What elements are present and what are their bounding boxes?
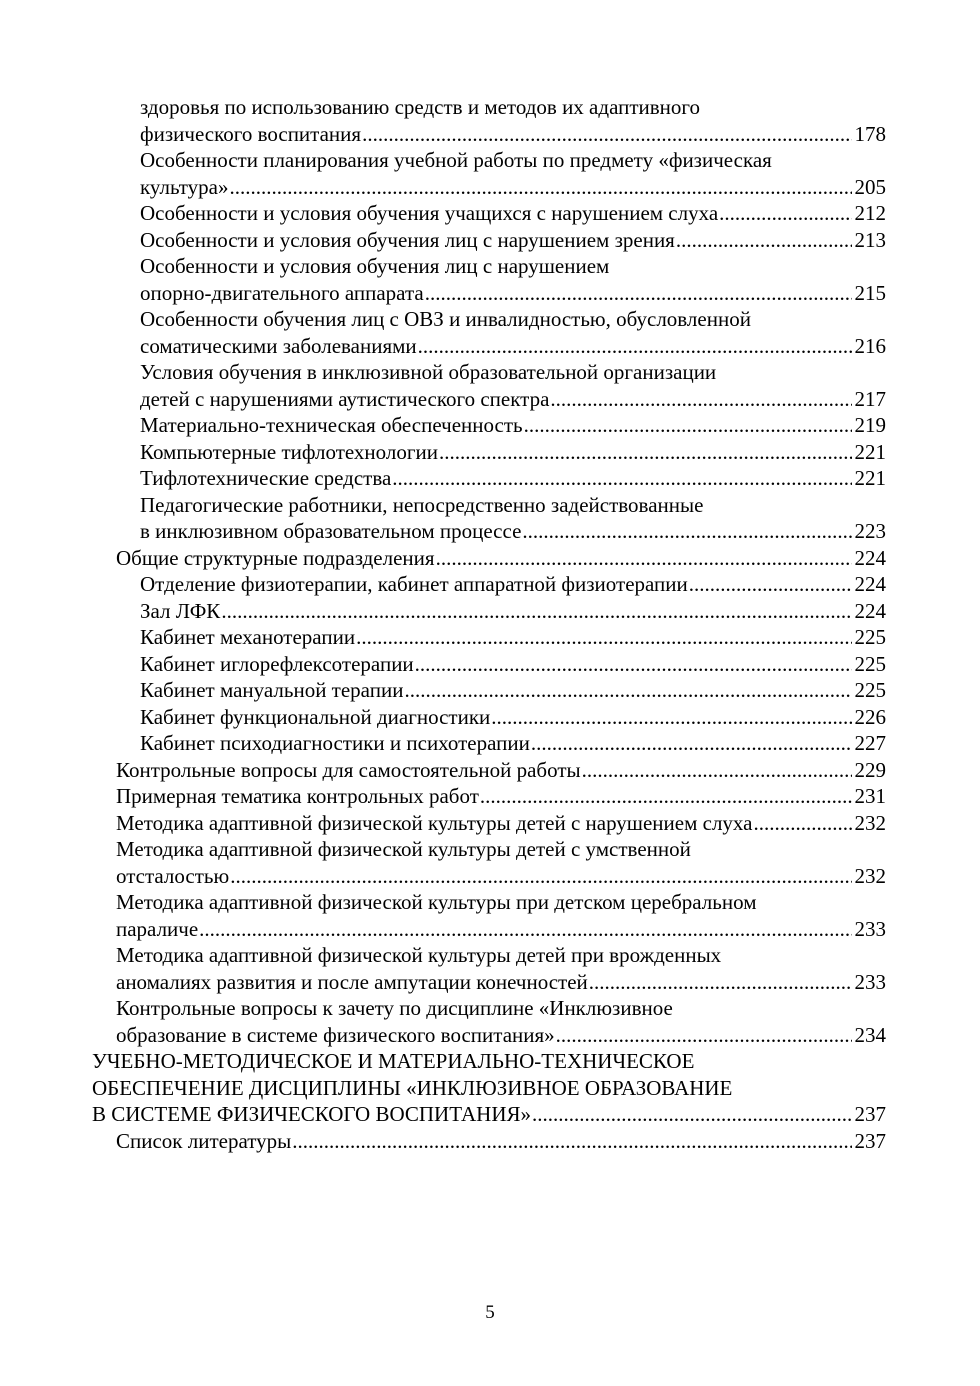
toc-entry	[92, 412, 886, 439]
toc-entry	[92, 465, 886, 492]
toc-page-number: 237	[854, 1102, 886, 1126]
dot-leader	[292, 1128, 851, 1155]
toc-entry	[92, 730, 886, 757]
dot-leader	[753, 810, 851, 837]
toc-entry	[92, 227, 886, 254]
toc-page-number: 212	[854, 201, 886, 225]
dot-leader	[719, 200, 851, 227]
toc-entry	[92, 200, 886, 227]
toc-entry-text: Зал ЛФК	[140, 598, 221, 623]
dot-leader	[436, 545, 852, 572]
page-number: 5	[485, 1302, 495, 1323]
toc-entry-text: Особенности планирования учебной работы по предмету «физическая	[140, 148, 772, 172]
toc-page-number: 221	[854, 466, 886, 490]
toc-page-number: 225	[854, 678, 886, 702]
toc-entry-text: параличе	[116, 916, 199, 941]
toc-entry	[92, 651, 886, 678]
toc-page-number: 229	[854, 757, 886, 782]
toc-page-number: 221	[854, 439, 886, 464]
dot-leader	[229, 174, 851, 201]
toc-entry-text: здоровья по использованию средств и методов их адаптивного	[140, 95, 701, 119]
dot-leader	[550, 386, 851, 413]
toc-entry-text: Особенности и условия обучения лиц с нарушением	[140, 254, 610, 278]
toc-entry-text: Тифлотехнические средства	[140, 466, 392, 490]
toc-entry-text: Кабинет функциональной диагностики	[140, 704, 491, 729]
dot-leader	[362, 121, 851, 148]
dot-leader	[531, 730, 852, 757]
dot-leader	[589, 969, 852, 996]
toc-page-number: 224	[854, 598, 886, 623]
toc-entry-text: образование в системе физического воспитания»	[116, 1022, 555, 1047]
dot-leader	[532, 1101, 851, 1128]
toc-entry-text: Материально-техническая обеспеченность	[140, 413, 523, 437]
toc-entry	[92, 545, 886, 572]
toc-entry-text: аномалиях развития и после ампутации конечностей	[116, 969, 588, 994]
toc-entry	[92, 147, 886, 200]
toc-entry	[92, 995, 886, 1048]
dot-leader	[582, 757, 852, 784]
dot-leader	[676, 227, 852, 254]
toc-page-number: 205	[854, 174, 886, 199]
toc-entry-text: опорно-двигательного аппарата	[140, 280, 424, 305]
toc-entry-text: Контрольные вопросы для самостоятельной работы	[116, 757, 581, 782]
dot-leader	[439, 439, 852, 466]
dot-leader	[522, 518, 851, 545]
toc-entry	[92, 704, 886, 731]
dot-leader	[556, 1022, 852, 1049]
toc-entry-text: соматическими заболеваниями	[140, 333, 417, 358]
toc-entry	[92, 571, 886, 598]
toc-entry-text: ОБЕСПЕЧЕНИЕ ДИСЦИПЛИНЫ «ИНКЛЮЗИВНОЕ ОБРАЗОВАНИЕ	[92, 1075, 733, 1100]
toc-entry-text: В СИСТЕМЕ ФИЗИЧЕСКОГО ВОСПИТАНИЯ»	[92, 1102, 532, 1126]
toc-page-number: 225	[854, 651, 886, 676]
dot-leader	[221, 598, 851, 625]
toc-entry	[92, 598, 886, 625]
toc-entry-text: Методика адаптивной физической культуры детей с умственной	[116, 837, 691, 861]
toc-entry-text: Контрольные вопросы к зачету по дисциплине «Инклюзивное	[116, 996, 673, 1020]
toc-entry	[92, 836, 886, 889]
toc-page-number: 225	[854, 625, 886, 649]
dot-leader	[524, 412, 852, 439]
toc-page-number: 216	[854, 333, 886, 358]
toc-page-number: 233	[854, 969, 886, 994]
toc-entry-text: Кабинет иглорефлексотерапии	[140, 651, 414, 676]
dot-leader	[230, 863, 851, 890]
toc-entry-text: Общие структурные подразделения	[116, 545, 435, 570]
dot-leader	[415, 651, 852, 678]
toc-entry-text: отсталостью	[116, 863, 230, 888]
toc-entry	[92, 1048, 886, 1128]
toc-entry-text: Кабинет механотерапии	[140, 625, 356, 649]
dot-leader	[199, 916, 851, 943]
toc-entry-text: в инклюзивном образовательном процессе	[140, 519, 522, 543]
toc-page-number: 232	[854, 863, 886, 888]
toc-entry-text: Примерная тематика контрольных работ	[116, 784, 479, 808]
toc-page-number: 232	[854, 810, 886, 835]
toc-entry-text: УЧЕБНО-МЕТОДИЧЕСКОЕ И МАТЕРИАЛЬНО-ТЕХНИЧЕСКОЕ	[92, 1049, 695, 1073]
toc-entry	[92, 942, 886, 995]
dot-leader	[491, 704, 851, 731]
toc-entry	[92, 757, 886, 784]
toc-entry-text: культура»	[140, 174, 229, 199]
toc-entry	[92, 439, 886, 466]
toc-entry-text: Особенности и условия обучения учащихся с нарушением слуха	[140, 201, 719, 225]
toc-entry-text: Особенности и условия обучения лиц с нарушением зрения	[140, 227, 675, 252]
toc-page-number: 227	[854, 731, 886, 755]
toc-page-number: 178	[854, 121, 886, 146]
toc-entry	[92, 253, 886, 306]
dot-leader	[392, 465, 851, 492]
toc-page-number: 233	[854, 916, 886, 941]
toc-entry	[92, 359, 886, 412]
toc-entry-text: Условия обучения в инклюзивной образовательной организации	[140, 360, 717, 384]
dot-leader	[404, 677, 851, 704]
dot-leader	[425, 280, 852, 307]
toc-page-number: 234	[854, 1022, 886, 1047]
toc-entry-text: детей с нарушениями аутистического спектра	[140, 386, 550, 411]
toc-entry	[92, 677, 886, 704]
toc-entry-text: Методика адаптивной физической культуры при детском церебральном	[116, 890, 757, 914]
dot-leader	[356, 624, 851, 651]
dot-leader	[689, 571, 852, 598]
toc-entry	[92, 306, 886, 359]
toc-entry	[92, 889, 886, 942]
toc-entry-text: Кабинет мануальной терапии	[140, 678, 404, 702]
toc-page-number: 224	[854, 545, 886, 570]
toc-entry	[92, 1128, 886, 1155]
toc-entry-text: Методика адаптивной физической культуры детей с нарушением слуха	[116, 810, 753, 835]
toc-entry	[92, 624, 886, 651]
toc-entry-text: Особенности обучения лиц с ОВЗ и инвалидностью, обусловленной	[140, 307, 751, 331]
toc-page-number: 231	[854, 784, 886, 808]
toc-entry	[92, 94, 886, 147]
toc-page-number: 213	[854, 227, 886, 252]
toc-page-number: 215	[854, 280, 886, 305]
toc-entry	[92, 810, 886, 837]
toc-page-number: 219	[854, 413, 886, 437]
toc-entry-text: Методика адаптивной физической культуры детей при врожденных	[116, 943, 722, 967]
toc-entry	[92, 492, 886, 545]
toc-entry-text: Компьютерные тифлотехнологии	[140, 439, 438, 464]
toc-entry	[92, 783, 886, 810]
dot-leader	[480, 783, 852, 810]
toc-entry-text: Список литературы	[116, 1128, 292, 1153]
toc-page-number: 226	[854, 704, 886, 729]
table-of-contents	[92, 94, 886, 1154]
toc-page-number: 224	[854, 572, 886, 596]
dot-leader	[418, 333, 852, 360]
toc-entry-text: физического воспитания	[140, 121, 362, 146]
toc-page-number: 223	[854, 519, 886, 543]
toc-entry-text: Педагогические работники, непосредственно задействованные	[140, 492, 704, 517]
toc-entry-text: Отделение физиотерапии, кабинет аппаратной физиотерапии	[140, 572, 688, 596]
toc-entry-text: Кабинет психодиагностики и психотерапии	[140, 731, 530, 755]
toc-page-number: 217	[854, 386, 886, 411]
toc-page-number: 237	[854, 1128, 886, 1153]
